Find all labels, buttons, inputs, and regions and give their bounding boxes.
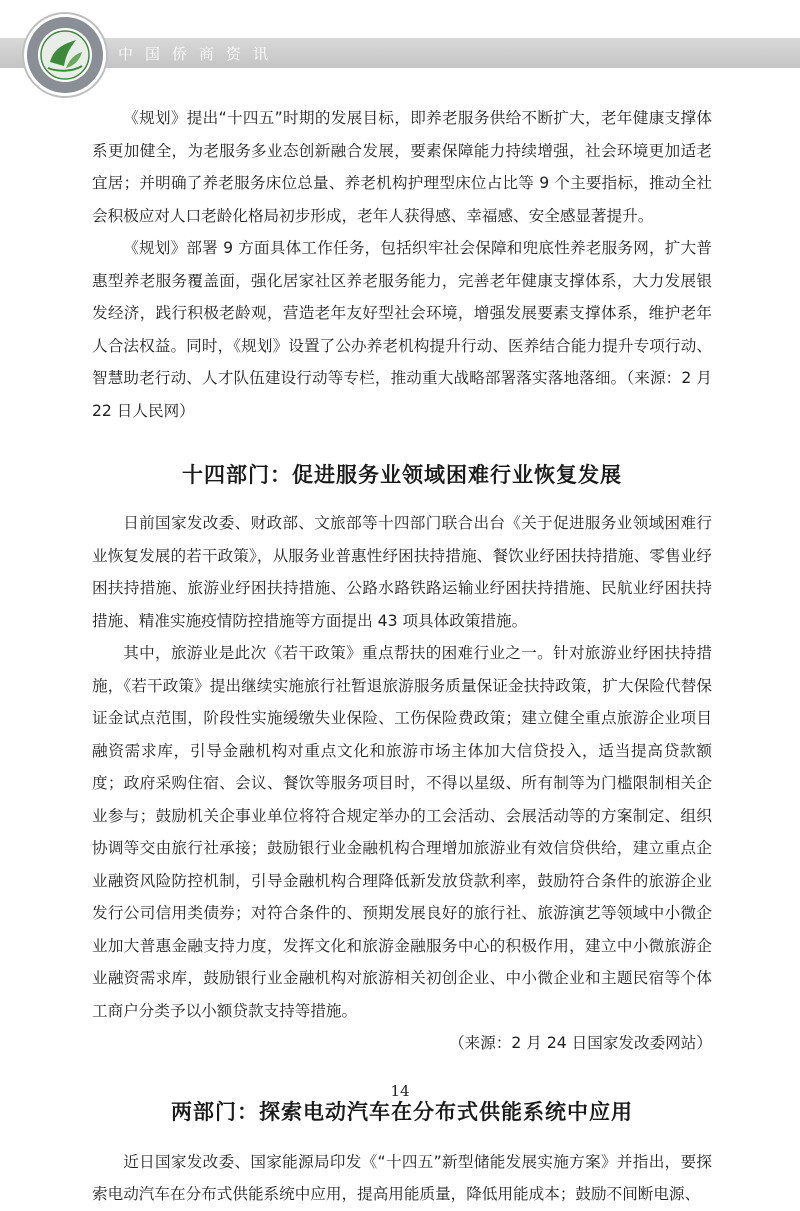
section-heading: 两部门：探索电动汽车在分布式供能系统中应用 [171, 1099, 633, 1124]
section-elderly-plan [92, 102, 712, 427]
paragraph: 日前国家发改委、财政部、文旅部等十四部门联合出台《关于促进服务业领域困难行业恢复发展的若干政策》，从服务业普惠性纾困扶持措施、餐饮业纾困扶持措施、零售业纾困扶持措施、旅游业纾困扶持措施、公路水路铁路运输业纾困扶持措施、民航业纾困扶持措施、精准实施疫情防控措施等方面提出 43 项具体政策措施。 [92, 514, 712, 630]
paragraph: 《规划》提出“十四五”时期的发展目标，即养老服务供给不断扩大，老年健康支撑体系更加健全，为老服务多业态创新融合发展，要素保障能力持续增强，社会环境更加适老宜居；并明确了养老服务床位总量、养老机构护理型床位占比等 9 个主要指标，推动全社会积极应对人口老龄化格局初步形成，老年人获得感、幸福感、安全感显著提升。 [92, 109, 712, 225]
section-heading: 十四部门：促进服务业领域困难行业恢复发展 [182, 463, 622, 487]
paragraph: 《规划》部署 9 方面具体工作任务，包括织牢社会保障和兜底性养老服务网，扩大普惠型养老服务覆盖面，强化居家社区养老服务能力，完善老年健康支撑体系，大力发展银发经济，践行积极老龄观，营造老年友好型社会环境，增强发展要素支撑体系，维护老年人合法权益。同时，《规划》设置了公办养老机构提升行动、医养结合能力提升专项行动、智慧助老行动、人才队伍建设行动等专栏，推动重大战略部署落实落地落细。（来源：2 月 22 日人民网） [92, 239, 712, 420]
article-body [92, 102, 712, 1211]
logo-emblem-icon [20, 10, 110, 100]
section-service-industry [92, 427, 712, 1060]
paragraph: 其中，旅游业是此次《若干政策》重点帮扶的困难行业之一。针对旅游业纾困扶持措施，《若干政策》提出继续实施旅行社暂退旅游服务质量保证金扶持政策，扩大保险代替保证金试点范围，阶段性实施缓缴失业保险、工伤保险费政策；建立健全重点旅游企业项目融资需求库，引导金融机构对重点文化和旅游市场主体加大信贷投入，适当提高贷款额度；政府采购住宿、会议、餐饮等服务项目时，不得以星级、所有制等为门槛限制相关企业参与；鼓励机关企事业单位将符合规定举办的工会活动、会展活动等的方案制定、组织协调等交由旅行社承接；鼓励银行业金融机构合理增加旅游业有效信贷供给，建立重点企业融资风险防控机制，引导金融机构合理降低新发放贷款利率，鼓励符合条件的旅游企业发行公司信用类债券；对符合条件的、预期发展良好的旅行社、旅游演艺等领域中小微企业加大普惠金融支持力度，发挥文化和旅游金融服务中心的积极作用，建立中小微旅游企业融资需求库，鼓励银行业金融机构对旅游相关初创企业、中小微企业和主题民宿等个体工商户分类予以小额贷款支持等措施。 [92, 644, 712, 1020]
page-number: 14 [390, 1082, 410, 1100]
source-citation: （来源：2 月 24 日国家发改委网站） [449, 1034, 712, 1052]
paragraph: 近日国家发改委、国家能源局印发《“十四五”新型储能发展实施方案》并指出，要探索电动汽车在分布式供能系统中应用，提高用能质量，降低用能成本；鼓励不间断电源、 [92, 1152, 712, 1203]
header-title: 中国侨商资讯 [118, 45, 281, 63]
